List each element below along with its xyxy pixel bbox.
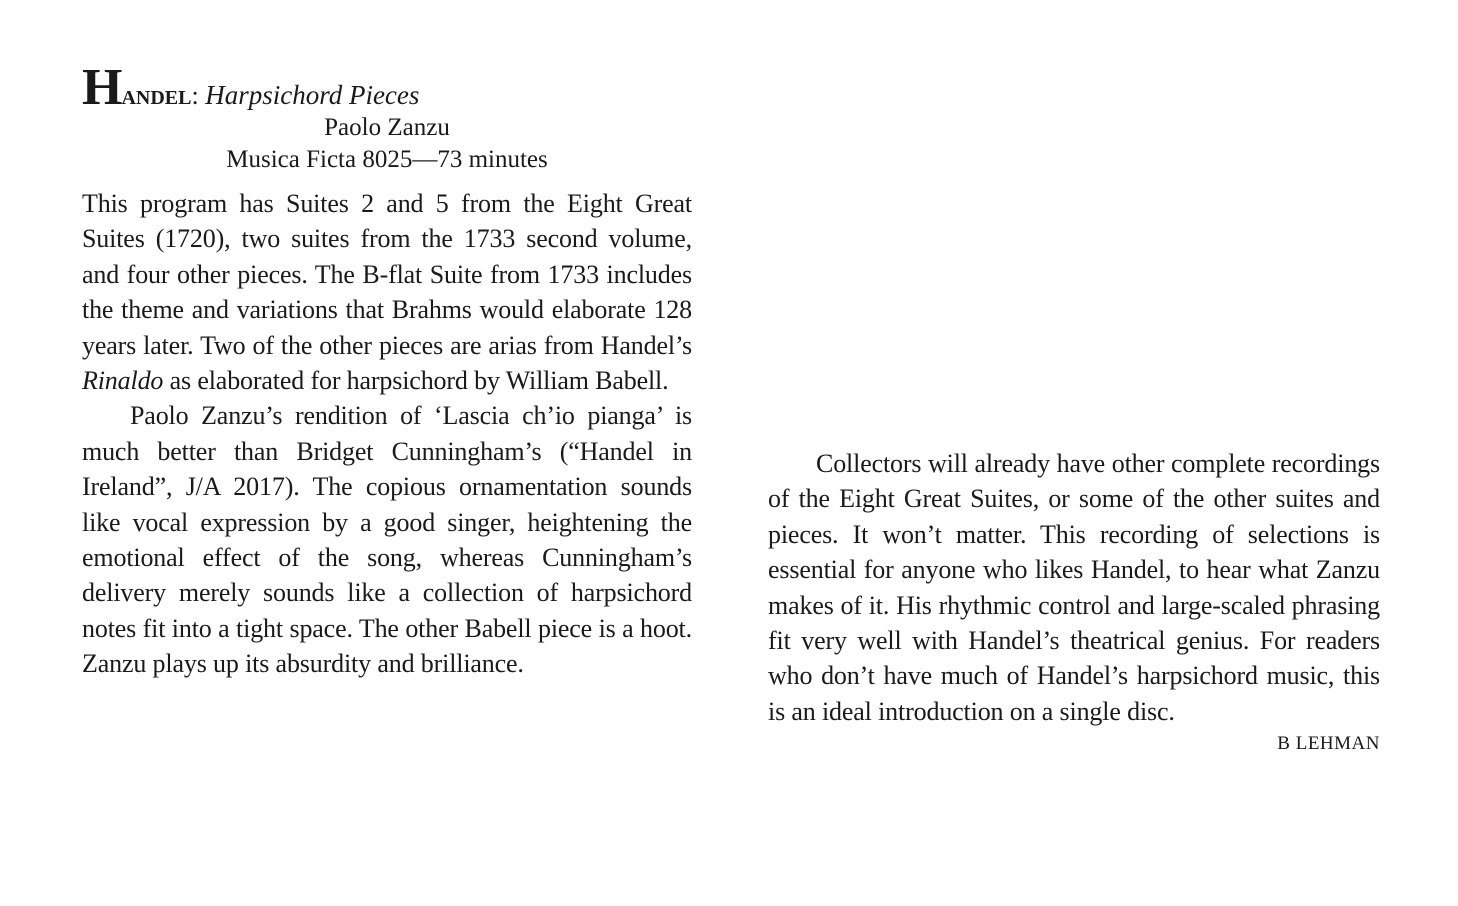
recording-label: Musica Ficta 8025—73 minutes [226,146,548,173]
paragraph-1 [82,186,692,398]
right-column [768,446,1380,757]
composer-name: andel [121,80,192,111]
left-column [82,59,692,682]
paragraph-1-text-a: This program has Suites 2 and 5 from the Eight Great Suites (1720), two suites from the 1733 second volume, and four other pieces. The B-flat Suite from 1733 includes the theme and variations that Brahms would elaborate 128 years later. Two of the other pieces are arias from Handel’s [82,189,692,360]
paragraph-1-italic: Rinaldo [82,366,164,396]
composer-initial: H [82,59,122,116]
heading-colon: : [191,81,206,110]
performer-name: Paolo Zanzu [324,114,450,141]
paragraph-3: Collectors will already have other complete recordings of the Eight Great Suites, or some of the other suites and pieces. It won’t matter. This recording of selections is essential for anyone who likes Handel, to hear what Zanzu makes of it. His rhythmic control and large-scaled phrasing fit very well with Handel’s theatrical genius. For readers who don’t have much of Handel’s harpsichord music, this is an ideal introduction on a single disc. [768,449,1380,726]
work-title: Harpsichord Pieces [205,80,420,110]
paragraph-1-text-b: as elaborated for harpsichord by William Babell. [163,366,669,396]
review-heading [82,59,692,116]
reviewer-byline: B LEHMAN [1277,733,1380,755]
paragraph-2: Paolo Zanzu’s rendition of ‘Lascia ch’io pianga’ is much better than Bridget Cunningham’s (“Handel in Ireland”, J/A 2017). The copious ornamentation sounds like vocal expression by a good singer, heightening the emotional effect of the song, whereas Cunningham’s delivery merely sounds like a collection of harpsichord notes fit into a tight space. The other Babell piece is a hoot. Zanzu plays up its absurdity and brilliance. [82,401,692,679]
